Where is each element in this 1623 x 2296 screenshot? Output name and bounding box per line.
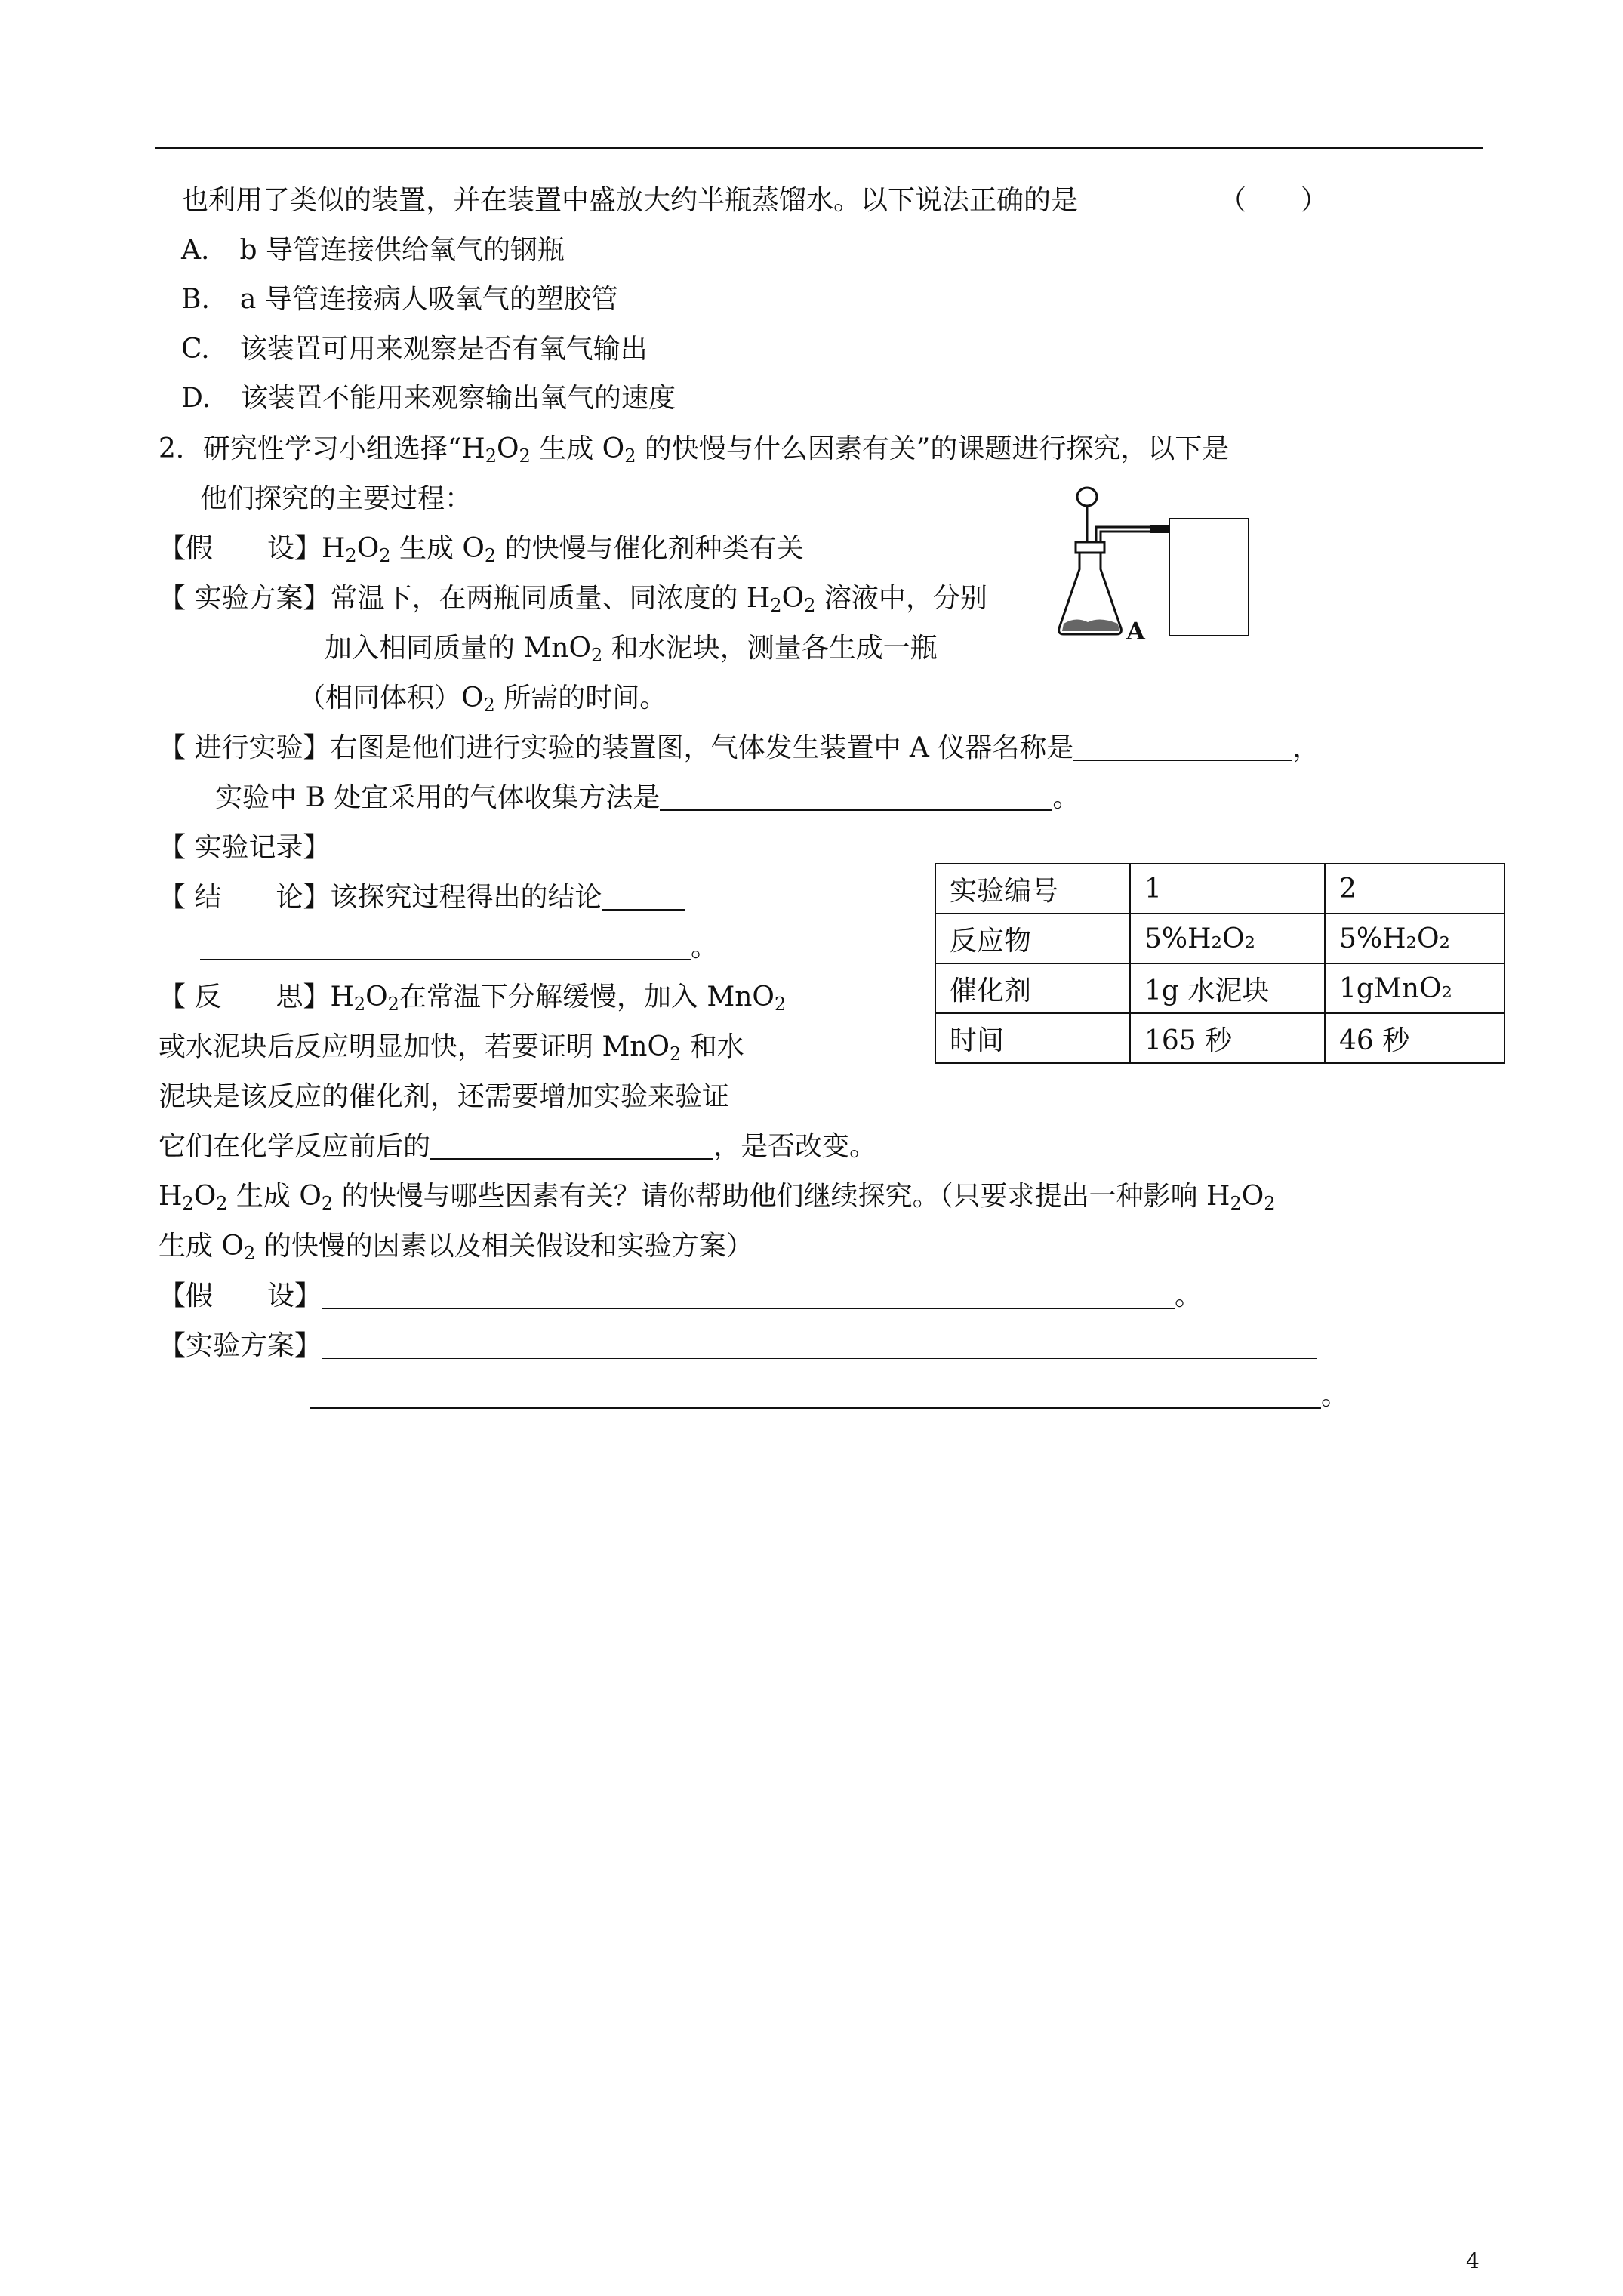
table-cell: 5%H₂O₂ [1130, 914, 1325, 963]
table-row [935, 963, 1504, 1013]
reflection-line2: 或水泥块后反应明显加快，若要证明 MnO$_2$ 和水 [159, 1031, 744, 1065]
blank-conclusion[interactable] [200, 933, 691, 960]
plan-line: 【 实验方案】常温下，在两瓶同质量、同浓度的 $H_2O_2$ 溶液中，分别 [159, 583, 987, 616]
conclusion-line: 【 结 论】该探究过程得出的结论 [159, 881, 685, 914]
table-row [935, 864, 1504, 914]
q2-intro-line2: 他们探究的主要过程： [200, 483, 473, 514]
table-cell: 1g 水泥块 [1130, 963, 1325, 1013]
table-cell: 165 秒 [1130, 1013, 1325, 1063]
table-cell: 催化剂 [935, 963, 1130, 1013]
delivery-tube-inner [1101, 532, 1168, 542]
blank-property[interactable] [430, 1133, 713, 1160]
table-cell: 1 [1130, 864, 1325, 914]
table-cell: 5%H₂O₂ [1325, 914, 1504, 963]
page-number: 4 [1466, 2248, 1480, 2273]
header-rule [155, 147, 1483, 149]
table-cell: 2 [1325, 864, 1504, 914]
solid-catalyst [1062, 619, 1119, 631]
reflection-line: 【 反 思】$H_2O_2$在常温下分解缓慢，加入 MnO$_2$ [159, 982, 787, 1015]
blank-plan2-line1[interactable] [322, 1332, 1317, 1359]
table-cell: 1gMnO₂ [1325, 963, 1504, 1013]
table-row [935, 1013, 1504, 1063]
rubber-joint [1150, 525, 1169, 533]
stopper [1076, 542, 1104, 553]
blank-hypothesis2[interactable] [322, 1282, 1175, 1309]
blank-instrument-name[interactable] [1073, 734, 1292, 761]
plan-line2: 加入相同质量的 MnO$_2$ 和水泥块，测量各生成一瓶 [325, 633, 938, 666]
option-b: B. a 导管连接病人吸氧气的塑胶管 [181, 284, 618, 315]
table-cell: 46 秒 [1325, 1013, 1504, 1063]
hypothesis-line: 【假 设】$H_2O_2$ 生成 $O_2$ 的快慢与催化剂种类有关 [159, 533, 804, 566]
record-label: 【 实验记录】 [159, 832, 331, 863]
conclusion-line2: 。 [200, 931, 718, 964]
reflection-line3: 泥块是该反应的催化剂，还需要增加实验来验证 [159, 1081, 730, 1112]
blank-conclusion-start[interactable] [602, 883, 685, 911]
q1-continuation: 也利用了类似的装置，并在装置中盛放大约半瓶蒸馏水。以下说法正确的是 [181, 185, 1079, 216]
answer-paren: （ ） [1219, 185, 1329, 216]
apparatus-diagram [1053, 485, 1268, 658]
blank-plan2-line2[interactable] [310, 1382, 1321, 1409]
option-c: C. 该装置可用来观察是否有氧气输出 [181, 334, 648, 365]
experiment-line: 【 进行实验】右图是他们进行实验的装置图，气体发生装置中 A 仪器名称是 ， [159, 732, 1320, 763]
hypothesis2-line: 【假 设】 。 [159, 1281, 1203, 1311]
plan2-line2: 。 [310, 1379, 1348, 1413]
table-row [935, 914, 1504, 963]
collection-container-b [1169, 519, 1249, 636]
table-cell: 实验编号 [935, 864, 1130, 914]
further-line2: 生成 $O_2$ 的快慢的因素以及相关假设和实验方案） [159, 1231, 753, 1264]
further-line: $H_2O_2$ 生成 $O_2$ 的快慢与哪些因素有关？请你帮助他们继续探究。（只要求提出一种影响 $H_2O_2$ [159, 1181, 1276, 1214]
option-a: A. b 导管连接供给氧气的钢瓶 [181, 235, 565, 266]
record-table [935, 863, 1505, 1064]
table-cell: 反应物 [935, 914, 1130, 963]
reflection-line4: 它们在化学反应前后的 ，是否改变。 [159, 1131, 877, 1162]
label-a: A [1126, 617, 1145, 646]
plan2-line: 【实验方案】 [159, 1330, 1317, 1363]
q2-intro: 2．研究性学习小组选择“$H_2O_2$ 生成 $O_2$ 的快慢与什么因素有关”的课题进行探究，以下是 [159, 433, 1230, 467]
blank-collection-method[interactable] [660, 784, 1052, 811]
plan-line3: （相同体积）$O_2$ 所需的时间。 [298, 683, 667, 716]
funnel-bulb [1077, 488, 1097, 506]
table-cell: 时间 [935, 1013, 1130, 1063]
option-d: D. 该装置不能用来观察输出氧气的速度 [181, 383, 676, 414]
experiment-line2: 实验中 B 处宜采用的气体收集方法是 。 [215, 782, 1080, 813]
